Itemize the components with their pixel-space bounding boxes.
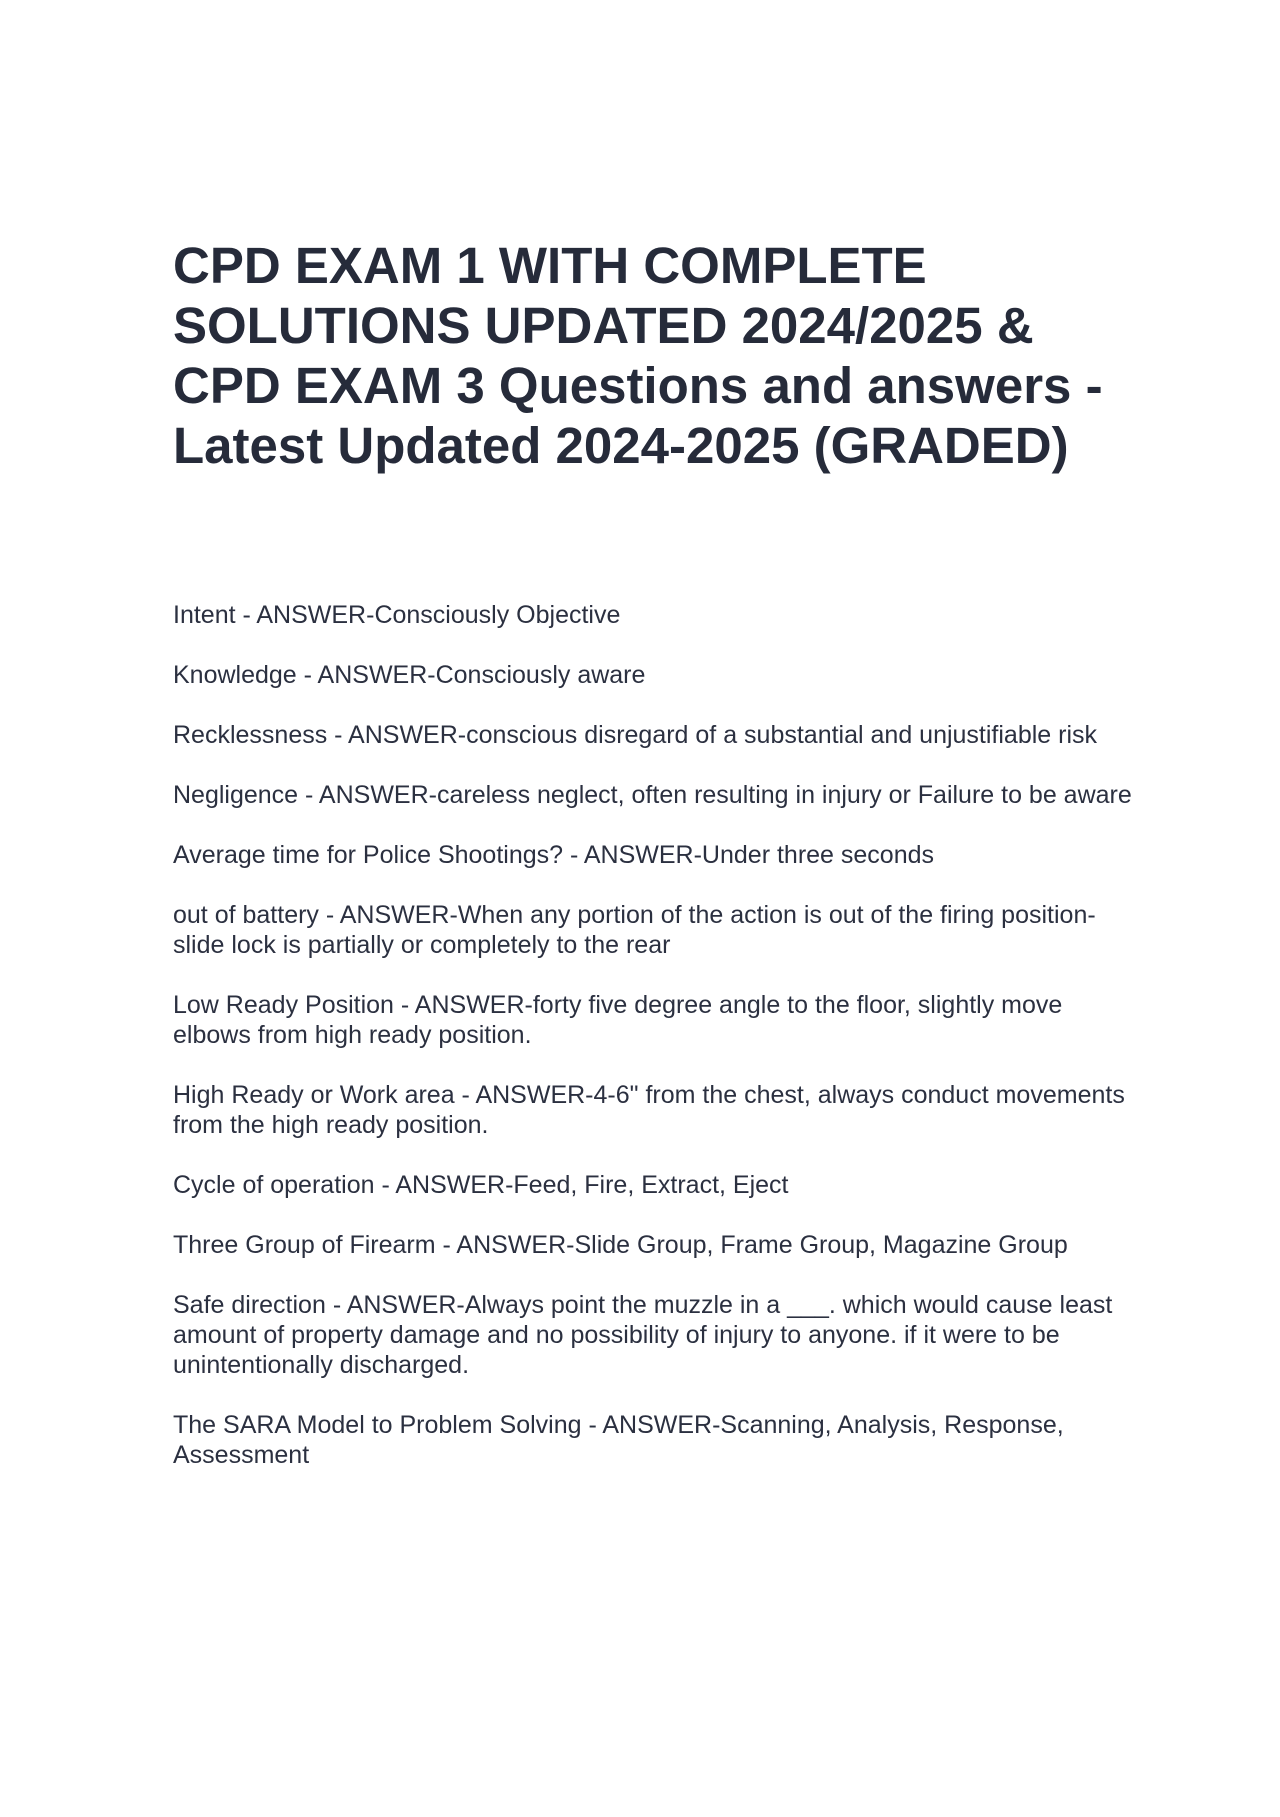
qa-item-recklessness: Recklessness - ANSWER-conscious disregard of a substantial and unjustifiable risk [173, 721, 1098, 749]
document-title: CPD EXAM 1 WITH COMPLETE SOLUTIONS UPDATED 2024/2025 & CPD EXAM 3 Questions and answers - Latest Updated 2024-2025 (GRADED) [173, 237, 1103, 474]
qa-item-out-of-battery: out of battery - ANSWER-When any portion of the action is out of the firing position- slide lock is partially or completely to the rear [173, 901, 1096, 959]
qa-item-intent: Intent - ANSWER-Consciously Objective [173, 601, 621, 629]
qa-list [173, 600, 1133, 1500]
qa-item-three-groups: Three Group of Firearm - ANSWER-Slide Group, Frame Group, Magazine Group [173, 1231, 1068, 1259]
qa-item-safe-direction: Safe direction - ANSWER-Always point the muzzle in a ___. which would cause least amount of property damage and no possibility of injury to anyone. if it were to be unintentionally discharged. [173, 1291, 1113, 1379]
qa-item-high-ready: High Ready or Work area - ANSWER-4-6" from the chest, always conduct movements from the high ready position. [173, 1081, 1125, 1139]
qa-item-police-shootings: Average time for Police Shootings? - ANSWER-Under three seconds [173, 841, 935, 869]
qa-item-low-ready: Low Ready Position - ANSWER-forty five degree angle to the floor, slightly move elbows from high ready position. [173, 991, 1063, 1049]
qa-item-cycle-of-operation: Cycle of operation - ANSWER-Feed, Fire, Extract, Eject [173, 1171, 789, 1199]
qa-item-knowledge: Knowledge - ANSWER-Consciously aware [173, 661, 646, 689]
qa-item-sara-model: The SARA Model to Problem Solving - ANSWER-Scanning, Analysis, Response, Assessment [173, 1411, 1064, 1469]
qa-item-negligence: Negligence - ANSWER-careless neglect, often resulting in injury or Failure to be aware [173, 781, 1132, 809]
